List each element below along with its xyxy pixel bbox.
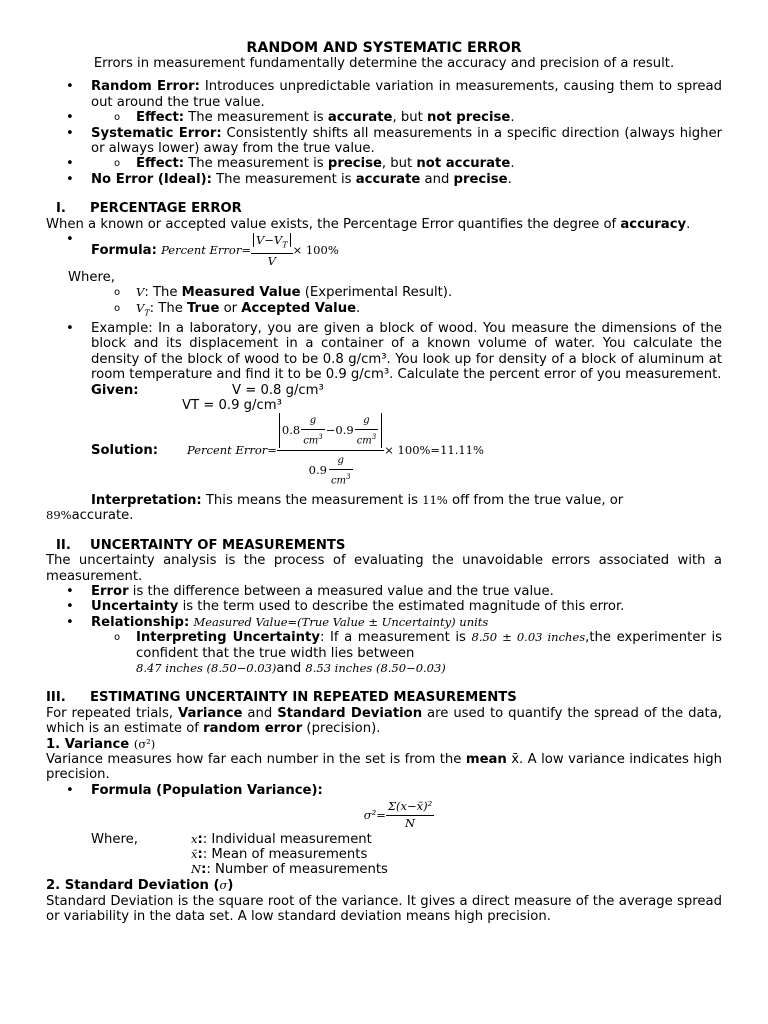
section1-text: When a known or accepted value exists, the Percentage Error quantifies the degree of accuracy. xyxy=(46,216,691,232)
list-item-error-def: • Error is the difference between a measured value and the true value. xyxy=(46,584,722,599)
formula-item: • Formula: Percent Error= $\frac{V-V_T}{V}$ × 100% xyxy=(46,232,722,270)
variance-heading: 1. Variance (σ²) xyxy=(46,736,156,752)
list-item-no-error: • No Error (Ideal): The measurement is accurate and precise. xyxy=(46,172,722,187)
list-item-measured-value: o V: The Measured Value (Experimental Result). xyxy=(91,285,722,300)
list-item-true-value: o $V_T$: The True or Accepted Value. xyxy=(91,301,722,321)
list-item-systematic-error: • Systematic Error: Consistently shifts all measurements in a specific direction (always higher or always lower) away from the true value. xyxy=(46,126,722,157)
list-item-relationship: • Relationship: Measured Value=(True Value ± Uncertainty) units xyxy=(46,615,722,630)
document-page xyxy=(46,40,722,924)
interpretation-text: Interpretation: This means the measurement is 11% off from the true value, or xyxy=(91,492,624,508)
section-heading-percentage-error: I. PERCENTAGE ERROR xyxy=(56,201,242,217)
section1-list xyxy=(46,232,722,270)
std-dev-heading: 2. Standard Deviation (σ) xyxy=(46,878,234,894)
solution-fraction: 0.8 $\frac{g}{cm^3}$ −0.9 $\frac{g}{cm^3}$ 0.9 $\frac{g}{cm^3}$ xyxy=(277,413,384,488)
variance-text: Variance measures how far each number in the set is from the mean x̄. A low variance indicates high precision. xyxy=(46,752,722,783)
percent-error-fraction: $\frac{V-V_T}{V}$ xyxy=(251,233,293,269)
given-vt: VT = 0.9 g/cm³ xyxy=(182,397,282,413)
where-label: Where, xyxy=(68,270,115,286)
section-heading-uncertainty: II. UNCERTAINTY OF MEASUREMENTS xyxy=(56,537,346,553)
variance-formula: σ²= $\frac{\text{Σ(x−x̄)²}}{N}$ xyxy=(363,799,433,830)
list-item-uncertainty-def: • Uncertainty is the term used to describe the estimated magnitude of this error. xyxy=(46,599,722,614)
example-list xyxy=(46,321,722,383)
given-row: Given: V = 0.8 g/cm³ xyxy=(91,382,324,398)
section3-text: For repeated trials, Variance and Standard Deviation are used to quantify the spread of the data, which is an estimate of random error (precision). xyxy=(46,705,722,737)
solution-row: Solution: Percent Error= 0.8 $\frac{g}{cm^3}$ −0.9 $\frac{g}{cm^3}$ 0.9 $\frac{g}{cm^3}$ × 100%=11.11% xyxy=(46,413,722,489)
section2-sublist xyxy=(46,630,722,676)
error-types-list xyxy=(46,79,722,187)
list-item-variance-formula: • Formula (Population Variance): xyxy=(46,783,722,798)
example-item: • Example: In a laboratory, you are given a block of wood. You measure the dimensions of the block and its displacement in a container of a known volume of water. You calculate the density of the block of wood to be 0.8 g/cm³. You look up for density of a block of aluminum at room temperature and find it to be 0.9 g/cm³. Calculate the percent error of you measurement. xyxy=(46,321,722,383)
section2-list xyxy=(46,584,722,630)
intro-text: Errors in measurement fundamentally determine the accuracy and precision of a result. xyxy=(93,56,675,71)
list-item-systematic-effect: o • Effect: The measurement is precise, but not accurate. xyxy=(46,156,722,171)
std-dev-text: Standard Deviation is the square root of the variance. It gives a direct measure of the average spread or variability in the data set. A low standard deviation means high precision. xyxy=(46,893,722,925)
interpretation-text-cont: 89%accurate. xyxy=(46,508,134,524)
list-item-random-effect: o • Effect: The measurement is accurate, but not precise. xyxy=(46,110,722,125)
section2-text: The uncertainty analysis is the process of evaluating the unavoidable errors associated with a measurement. xyxy=(46,553,722,584)
variance-list xyxy=(46,783,722,798)
section-heading-repeated-measurements: III. ESTIMATING UNCERTAINTY IN REPEATED MEASUREMENTS xyxy=(46,690,517,706)
list-item-random-error: • Random Error: Introduces unpredictable variation in measurements, causing them to spread out around the true value. xyxy=(46,79,722,110)
list-item-interpreting-uncertainty: o Interpreting Uncertainty: If a measurement is 8.50 ± 0.03 inches,the experimenter is confident that the true width lies between 8.47 inches (8.50−0.03)and 8.53 inches (8.50−0.03) xyxy=(91,630,722,676)
variance-fraction: $\frac{\text{Σ(x−x̄)²}}{N}$ xyxy=(387,799,433,830)
where-list xyxy=(46,285,722,320)
document-title: RANDOM AND SYSTEMATIC ERROR xyxy=(246,40,522,56)
variance-where: Where, x:: Individual measurement x̄:: Mean of measurements N:: Number of measurements xyxy=(91,832,388,878)
